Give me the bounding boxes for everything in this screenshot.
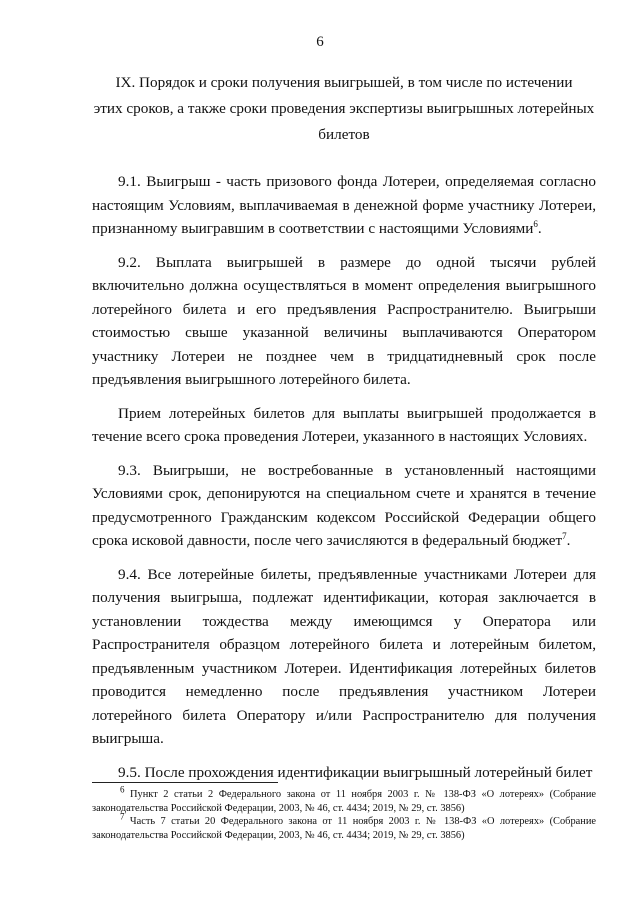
- paragraph-text: Прием лотерейных билетов для выплаты выигрышей продолжается в течение всего срока проведения Лотереи, указанного в настоящих Условиях.: [92, 404, 596, 445]
- paragraph-9-2-continued: [92, 402, 596, 449]
- footnotes: [92, 784, 596, 842]
- footnote-reference: 7: [562, 530, 567, 541]
- footnote-mark: 6: [120, 784, 125, 795]
- paragraph-9-2: [92, 251, 596, 392]
- paragraph-9-3: [92, 459, 596, 553]
- paragraph-tail: .: [537, 220, 542, 237]
- paragraph-text: 9.3. Выигрыши, не востребованные в установленный настоящими Условиями срок, депонируются на специальном счете и хранятся в течение предусмотренного Гражданским кодексом Российской Федерации общего срока исковой давности, после чего зачисляются в федеральный бюджет: [92, 461, 596, 549]
- footnote-6: [92, 784, 596, 815]
- section-heading-line: IX. Порядок и сроки получения выигрышей, в том числе по истечении: [115, 74, 573, 91]
- paragraph-9-4: [92, 563, 596, 751]
- paragraph-9-1: [92, 170, 596, 241]
- paragraph-text: 9.2. Выплата выигрышей в размере до одной тысячи рублей включительно должна осуществляться в момент определения выигрышного лотерейного билета и его предъявления Распространителю. Выигрыши стоимостью свыше указанной величины выплачиваются Оператором участнику Лотереи не позднее чем в тридцатидневный срок после предъявления выигрышного лотерейного билета.: [92, 253, 596, 388]
- paragraph-tail: .: [566, 532, 571, 549]
- section-heading-line: этих сроков, а также сроки проведения экспертизы выигрышных лотерейных: [93, 100, 595, 117]
- footnote-text: Пункт 2 статьи 2 Федерального закона от 11 ноября 2003 г. № 138-ФЗ «О лотереях» (Собрание законодательства Российской Федерации, 2003, № 46, ст. 4434; 2019, № 29, ст. 3856): [92, 789, 596, 814]
- paragraph-text: 9.5. После прохождения идентификации выигрышный лотерейный билет: [118, 763, 593, 781]
- document-body: [92, 170, 596, 794]
- footnote-7: [92, 811, 596, 842]
- page-number: 6: [316, 34, 324, 50]
- footnote-reference: 6: [533, 218, 538, 229]
- paragraph-text: 9.1. Выигрыш - часть призового фонда Лотереи, определяемая согласно настоящим Условиям, выплачиваемая в денежной форме участнику Лотереи, признанному выигравшим в соответствии с настоящими Условиями: [92, 173, 596, 237]
- section-heading: [80, 70, 608, 148]
- paragraph-9-5: [92, 761, 596, 785]
- section-heading-line: билетов: [318, 126, 370, 143]
- footnote-separator: [92, 782, 278, 783]
- footnote-mark: 7: [120, 811, 125, 822]
- footnote-text: Часть 7 статьи 20 Федерального закона от 11 ноября 2003 г. № 138-ФЗ «О лотереях» (Собрание законодательства Российской Федерации, 2003, № 46, ст. 4434; 2019, № 29, ст. 3856): [92, 816, 596, 841]
- paragraph-text: 9.4. Все лотерейные билеты, предъявленные участниками Лотереи для получения выигрыша, подлежат идентификации, которая заключается в установлении тождества между имеющимся у Оператора или Распространителя образцом лотерейного билета и лотерейным билетом, предъявленным участником Лотереи. Идентификация лотерейных билетов проводится немедленно после предъявления участником Лотереи лотерейного билета Оператору и/или Распространителю для получения выигрыша.: [92, 565, 596, 747]
